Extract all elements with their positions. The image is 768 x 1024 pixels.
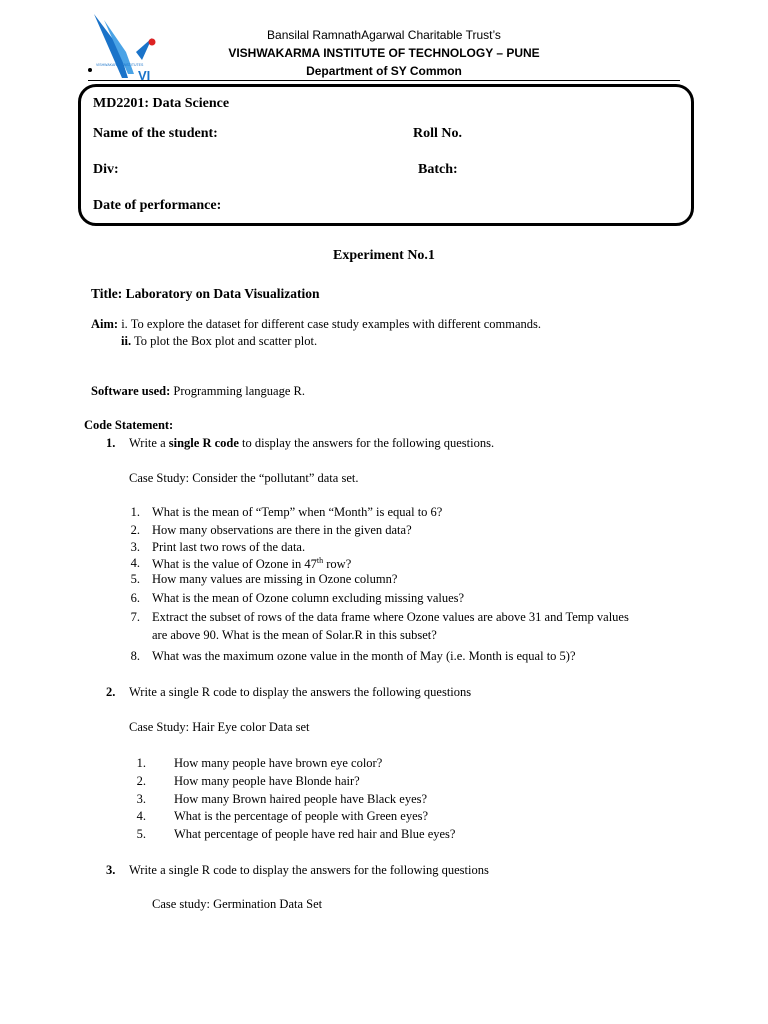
q1-item: How many observations are there in the given data? (152, 523, 412, 537)
q1-item: Print last two rows of the data. (152, 540, 306, 554)
roll-no-label: Roll No. (413, 126, 462, 141)
q1-item-4-post: row? (323, 557, 352, 572)
trust-name: Bansilal RamnathAgarwal Charitable Trust’s (267, 28, 501, 42)
q1-item: Extract the subset of rows of the data frame where Ozone values are above 31 and Temp values (152, 610, 629, 624)
experiment-heading: Experiment No.1 (333, 248, 435, 263)
q1-item: What was the maximum ozone value in the month of May (i.e. Month is equal to 5)? (152, 649, 576, 663)
q2-item-number: 4. (136, 809, 146, 823)
logo-subtext: VISHWAKARMA INSTITUTES (96, 63, 144, 67)
q1-item-number: 7. (130, 610, 140, 624)
aim-label: Aim: (91, 317, 119, 331)
q2-item-number: 3. (136, 792, 146, 806)
q2-number: 2. (106, 685, 116, 699)
q1-item (152, 556, 351, 572)
q1-case-study: Case Study: Consider the “pollutant” data set. (129, 471, 359, 485)
software-value: Programming language R. (173, 384, 305, 398)
q1-item-number: 8. (130, 649, 140, 663)
q2-item-number: 5. (136, 827, 146, 841)
q1-item-4-pre: What is the value of Ozone in 47 (152, 557, 317, 572)
q1-text-post: to display the answers for the following questions. (238, 436, 495, 450)
code-statement-heading: Code Statement: (84, 418, 174, 432)
q1-item-continued: are above 90. What is the mean of Solar.R in this subset? (152, 628, 437, 642)
q2-item: What is the percentage of people with Green eyes? (174, 809, 429, 823)
q1-item-number: 5. (130, 572, 140, 586)
q1-item-number: 3. (130, 540, 140, 554)
date-of-performance-label: Date of performance: (93, 198, 222, 213)
div-label: Div: (93, 162, 119, 177)
q1-item-number: 6. (130, 591, 140, 605)
q1-item: How many values are missing in Ozone column? (152, 572, 398, 586)
institute-name: VISHWAKARMA INSTITUTE OF TECHNOLOGY – PUNE (228, 46, 540, 60)
aim-1-text: i. To explore the dataset for different case study examples with different commands. (121, 317, 542, 331)
q2-case-study: Case Study: Hair Eye color Data set (129, 720, 310, 734)
q3-case-study: Case study: Germination Data Set (152, 897, 323, 911)
q2-item-number: 2. (136, 774, 146, 788)
experiment-title: Title: Laboratory on Data Visualization (91, 286, 320, 301)
q2-text: Write a single R code to display the answers the following questions (129, 685, 472, 699)
batch-label: Batch: (418, 162, 458, 177)
aim-line-1 (91, 317, 541, 332)
q2-item: How many people have Blonde hair? (174, 774, 360, 788)
q1-item-number: 1. (130, 505, 140, 519)
software-line (91, 384, 305, 399)
software-label: Software used: (91, 384, 171, 398)
q1-item: What is the mean of Ozone column excluding missing values? (152, 591, 465, 605)
aim-2-text: To plot the Box plot and scatter plot. (133, 334, 318, 348)
course-code: MD2201: Data Science (93, 96, 230, 111)
q2-item: What percentage of people have red hair and Blue eyes? (174, 827, 456, 841)
q2-item-number: 1. (136, 756, 146, 770)
q2-item: How many Brown haired people have Black eyes? (174, 792, 428, 806)
logo-text: VI (138, 68, 151, 82)
department-name: Department of SY Common (306, 64, 462, 78)
header-rule (88, 80, 680, 81)
q1-item-number: 4. (130, 556, 140, 570)
aim-line-2 (121, 334, 317, 349)
q3-number: 3. (106, 863, 116, 877)
q1-text (129, 436, 494, 451)
student-name-label: Name of the student: (93, 126, 218, 141)
q2-item: How many people have brown eye color? (174, 756, 383, 770)
q1-item-4-sup: th (316, 556, 324, 565)
q1-text-pre: Write a (129, 436, 169, 450)
q3-text: Write a single R code to display the answers for the following questions (129, 863, 489, 877)
q1-item: What is the mean of “Temp” when “Month” is equal to 6? (152, 505, 443, 519)
aim-2-number: ii. (121, 334, 132, 348)
q1-text-bold: single R code (168, 436, 239, 450)
q1-item-number: 2. (130, 523, 140, 537)
q1-number: 1. (106, 436, 116, 450)
